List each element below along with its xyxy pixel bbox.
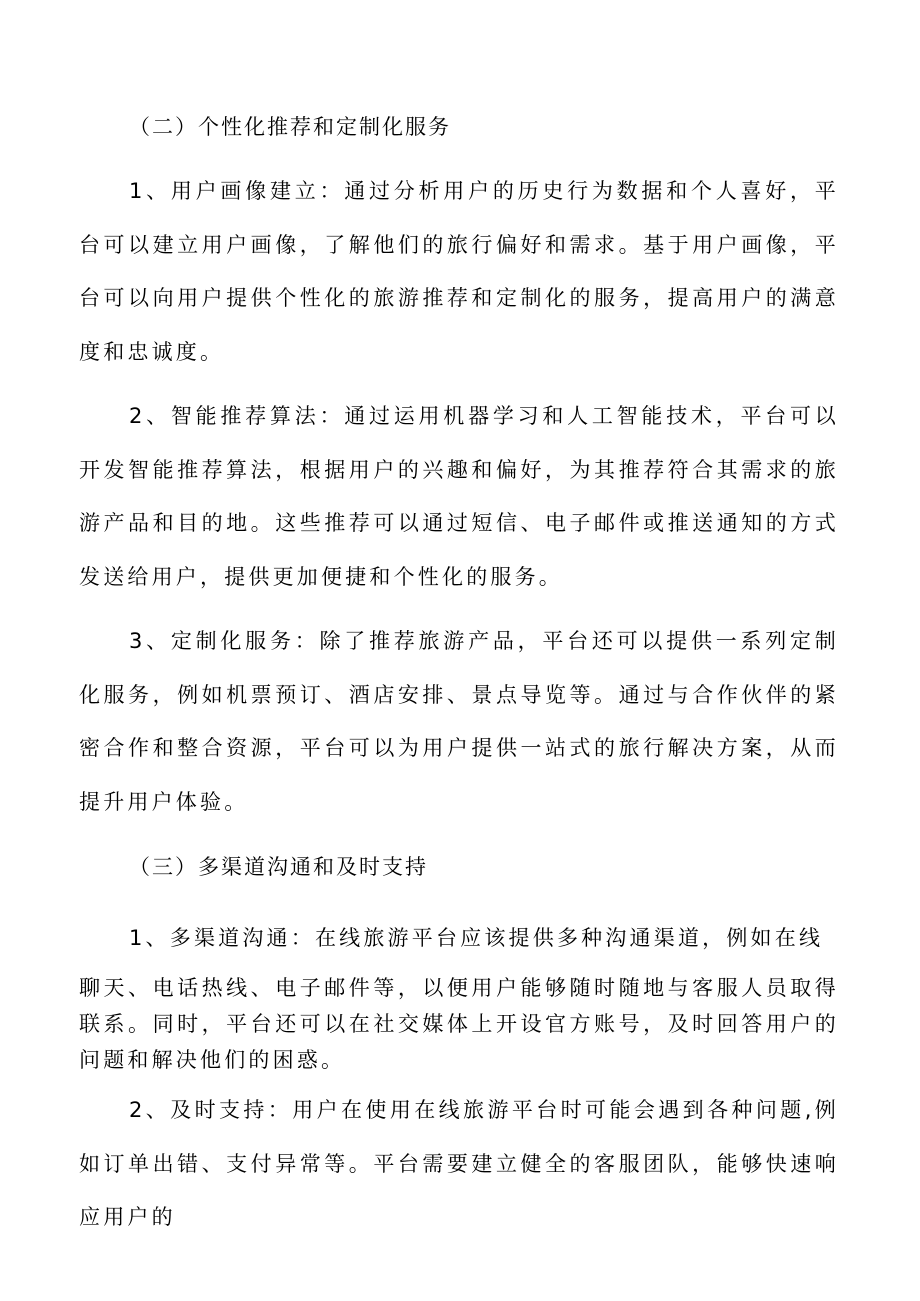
paragraph-smart-recommendation-algorithm: 2、智能推荐算法：通过运用机器学习和人工智能技术，平台可以开发智能推荐算法，根据用户的兴趣和偏好，为其推荐符合其需求的旅游产品和目的地。这些推荐可以通过短信、电子邮件或推送通知的方式发送给用户，提供更加便捷和个性化的服务。 [79, 404, 839, 589]
section-heading-multichannel-support: （三）多渠道沟通和及时支持 [129, 855, 428, 879]
paragraph-customized-service: 3、定制化服务：除了推荐旅游产品，平台还可以提供一系列定制化服务，例如机票预订、酒店安排、景点导览等。通过与合作伙伴的紧密合作和整合资源，平台可以为用户提供一站式的旅行解决方案，从而提升用户体验。 [79, 629, 839, 814]
paragraph-multichannel-continued: 聊天、电话热线、电子邮件等，以便用户能够随时随地与客服人员取得联系。同时，平台还可以在社交媒体上开设官方账号，及时回答用户的问题和解决他们的困惑。 [79, 976, 839, 1072]
paragraph-user-profile: 1、用户画像建立：通过分析用户的历史行为数据和个人喜好，平台可以建立用户画像，了解他们的旅行偏好和需求。基于用户画像，平台可以向用户提供个性化的旅游推荐和定制化的服务，提高用户的满意度和忠诚度。 [79, 179, 839, 364]
section-heading-personalized-recommendation: （二）个性化推荐和定制化服务 [129, 115, 451, 139]
paragraph-multichannel-first-line: 1、多渠道沟通：在线旅游平台应该提供多种沟通渠道，例如在线 [129, 926, 824, 950]
paragraph-timely-support: 2、及时支持：用户在使用在线旅游平台时可能会遇到各种问题,例如订单出错、支付异常等。平台需要建立健全的客服团队，能够快速响应用户的 [79, 1098, 839, 1229]
